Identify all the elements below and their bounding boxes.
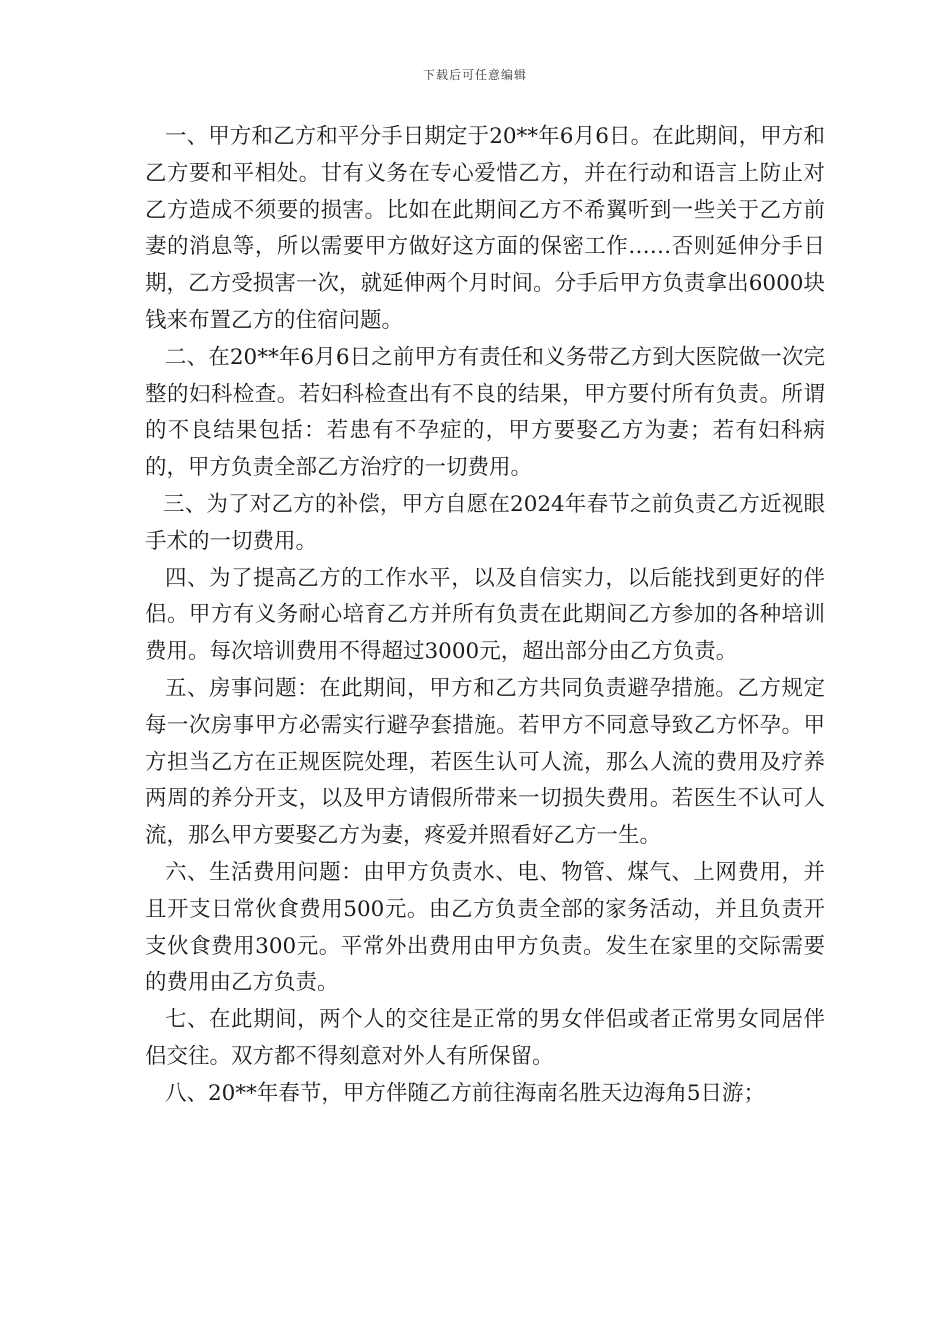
clause-6: 六、生活费用问题：由甲方负责水、电、物管、煤气、上网费用，并且开支日常伙食费用500元。由乙方负责全部的家务活动，并且负责开支伙食费用300元。平常外出费用由甲方负责。发生在家里的交际需要的费用由乙方负责。 <box>145 859 825 996</box>
clause-4: 四、为了提高乙方的工作水平，以及自信实力，以后能找到更好的伴侣。甲方有义务耐心培育乙方并所有负责在此期间乙方参加的各种培训费用。每次培训费用不得超过3000元，超出部分由乙方负责。 <box>145 565 825 665</box>
clause-3: 三、为了对乙方的补偿，甲方自愿在2024年春节之前负责乙方近视眼手术的一切费用。 <box>145 491 825 554</box>
header-note: 下载后可任意编辑 <box>422 68 527 82</box>
clause-5: 五、房事问题：在此期间，甲方和乙方共同负责避孕措施。乙方规定每一次房事甲方必需实行避孕套措施。若甲方不同意导致乙方怀孕。甲方担当乙方在正规医院处理，若医生认可人流，那么人流的费用及疗养两周的养分开支，以及甲方请假所带来一切损失费用。若医生不认可人流，那么甲方要娶乙方为妻，疼爱并照看好乙方一生。 <box>145 675 825 849</box>
clause-1: 一、甲方和乙方和平分手日期定于20**年6月6日。在此期间，甲方和乙方要和平相处。甘有义务在专心爱惜乙方，并在行动和语言上防止对乙方造成不须要的损害。比如在此期间乙方不希翼听到一些关于乙方前妻的消息等，所以需要甲方做好这方面的保密工作……否则延伸分手日期，乙方受损害一次，就延伸两个月时间。分手后甲方负责拿出6000块钱来布置乙方的住宿问题。 <box>145 124 825 333</box>
clause-2: 二、在20**年6月6日之前甲方有责任和义务带乙方到大医院做一次完整的妇科检查。若妇科检查出有不良的结果，甲方要付所有负责。所谓的不良结果包括：若患有不孕症的，甲方要娶乙方为妻；若有妇科病的，甲方负责全部乙方治疗的一切费用。 <box>145 344 825 481</box>
document-body <box>145 119 825 1113</box>
clause-8: 八、20**年春节，甲方伴随乙方前往海南名胜天边海角5日游； <box>165 1080 766 1106</box>
clause-7: 七、在此期间，两个人的交往是正常的男女伴侣或者正常男女同居伴侣交往。双方都不得刻意对外人有所保留。 <box>145 1007 825 1069</box>
